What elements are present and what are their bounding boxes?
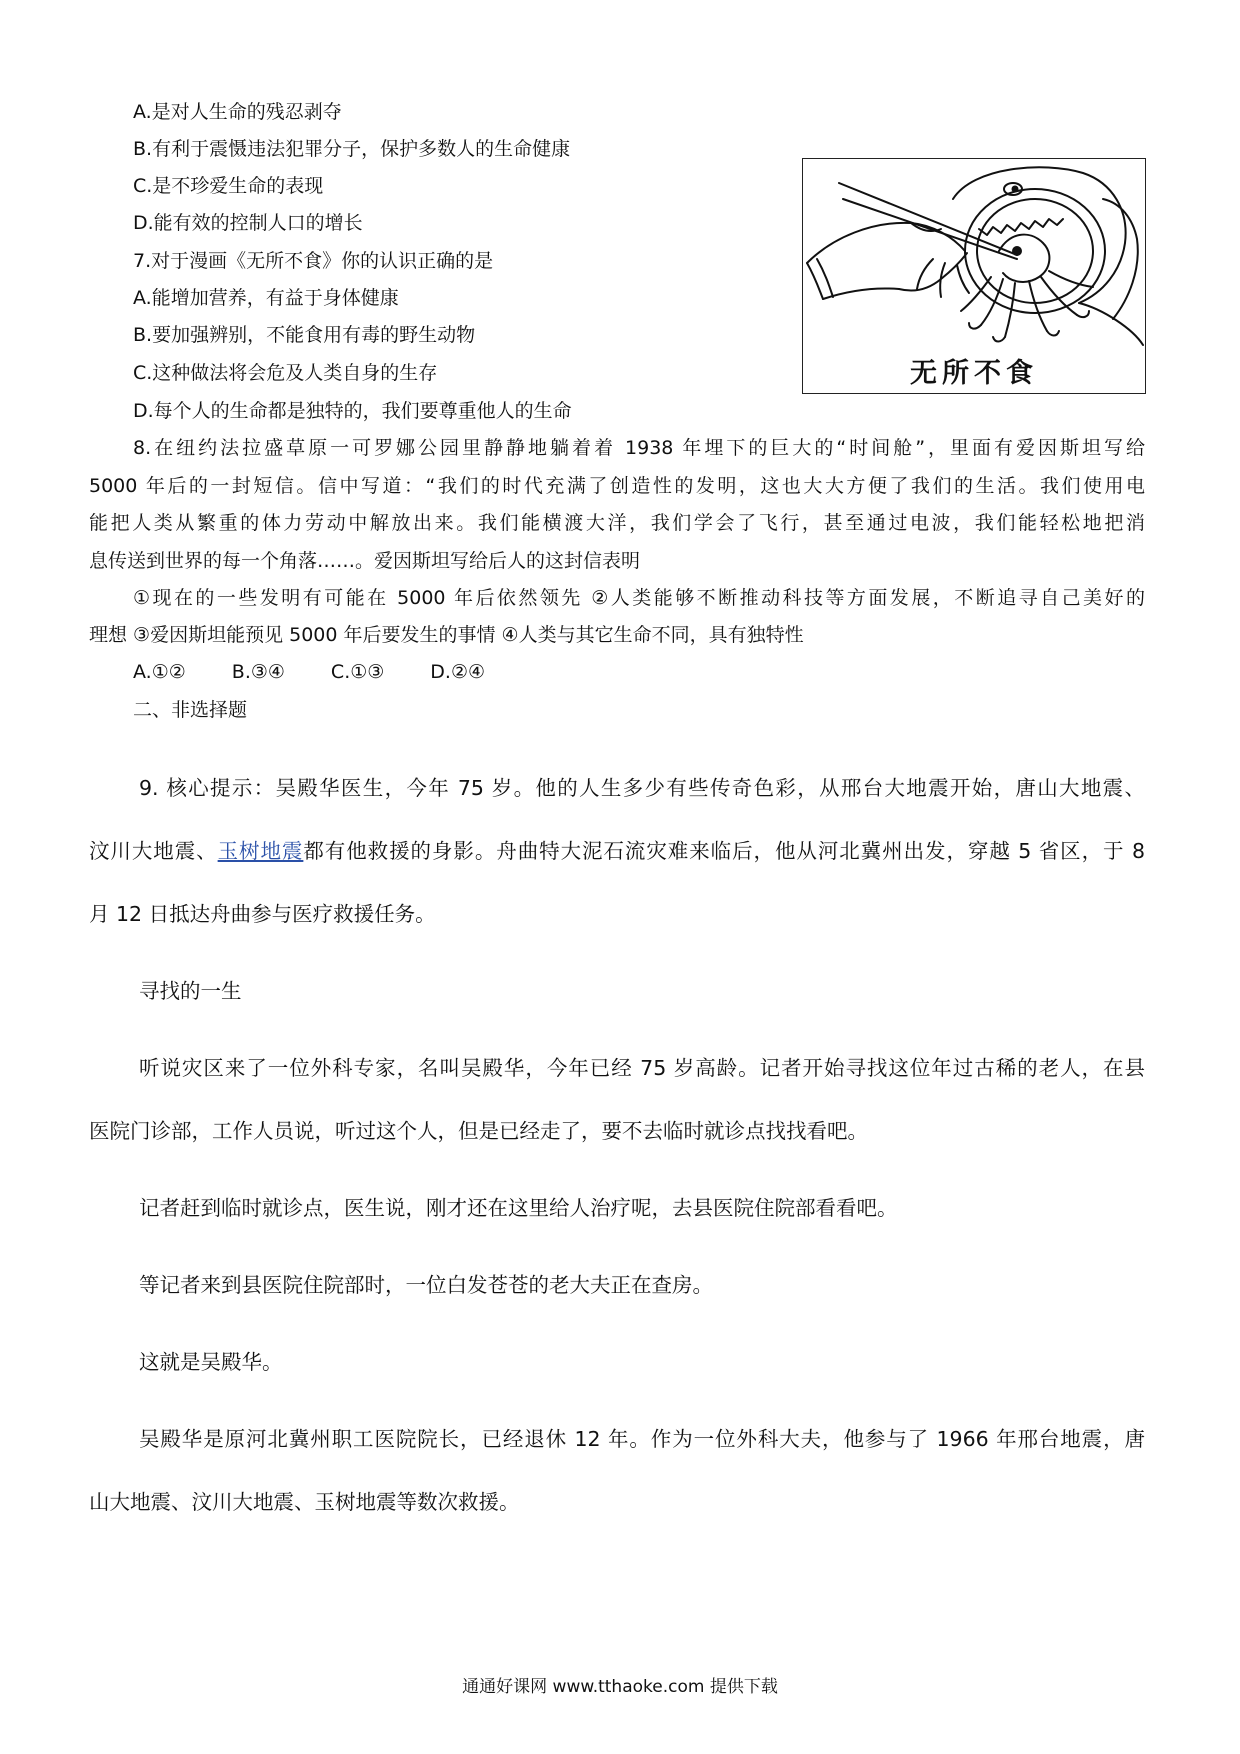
q8-option-a: A.①② bbox=[133, 661, 186, 683]
article-p5-line-1: 吴殿华是原河北冀州职工医院院长，已经退休 12 年。作为一位外科大夫，他参与了 1966 年邢台地震，唐 bbox=[139, 1427, 1145, 1451]
article-p3: 等记者来到县医院住院部时，一位白发苍苍的老大夫正在查房。 bbox=[139, 1273, 713, 1297]
article-p5-line-2: 山大地震、汶川大地震、玉树地震等数次救援。 bbox=[89, 1490, 520, 1514]
q8-option-d: D.②④ bbox=[430, 661, 486, 683]
q7-option-c: C.这种做法将会危及人类自身的生存 bbox=[133, 362, 438, 384]
page-footer: 通通好课网 www.tthaoke.com 提供下载 bbox=[462, 1677, 778, 1697]
q8-line-2: 5000 年后的一封短信。信中写道：“我们的时代充满了创造性的发明，这也大大方便了我们的生活。我们使用电 bbox=[89, 475, 1145, 497]
q7-stem: 7.对于漫画《无所不食》你的认识正确的是 bbox=[133, 250, 494, 272]
q7-option-b: B.要加强辨别，不能食用有毒的野生动物 bbox=[133, 324, 476, 346]
q8-line-1: 8.在纽约法拉盛草原一可罗娜公园里静静地躺着着 1938 年埋下的巨大的“时间舱”，里面有爱因斯坦写给 bbox=[133, 437, 1145, 459]
article-p1-line-1: 听说灾区来了一位外科专家，名叫吴殿华，今年已经 75 岁高龄。记者开始寻找这位年过古稀的老人，在县 bbox=[139, 1056, 1145, 1080]
q8-line-3: 能把人类从繁重的体力劳动中解放出来。我们能横渡大洋，我们学会了飞行，甚至通过电波，我们能轻松地把消 bbox=[89, 512, 1145, 534]
article-p1-line-2: 医院门诊部，工作人员说，听过这个人，但是已经走了，要不去临时就诊点找找看吧。 bbox=[89, 1119, 868, 1143]
q9-line-2-after: 都有他救援的身影。舟曲特大泥石流灾难来临后，他从河北冀州出发，穿越 5 省区，于 8 bbox=[303, 839, 1145, 863]
q9-line-3: 月 12 日抵达舟曲参与医疗救援任务。 bbox=[89, 902, 436, 926]
q6-option-c: C.是不珍爱生命的表现 bbox=[133, 175, 324, 197]
q7-option-d: D.每个人的生命都是独特的，我们要尊重他人的生命 bbox=[133, 400, 572, 422]
q6-option-b: B.有利于震慑违法犯罪分子，保护多数人的生命健康 bbox=[133, 138, 571, 160]
q8-line-4: 息传送到世界的每一个角落……。爱因斯坦写给后人的这封信表明 bbox=[89, 550, 641, 572]
article-p4: 这就是吴殿华。 bbox=[139, 1350, 283, 1374]
article-p2: 记者赶到临时就诊点，医生说，刚才还在这里给人治疗呢，去县医院住院部看看吧。 bbox=[139, 1196, 898, 1220]
q6-option-a: A.是对人生命的残忍剥夺 bbox=[133, 101, 342, 123]
q8-option-b: B.③④ bbox=[231, 661, 285, 683]
q8-line-6: 理想 ③爱因斯坦能预见 5000 年后要发生的事情 ④人类与其它生命不同，具有独特性 bbox=[89, 624, 804, 646]
q8-line-5: ①现在的一些发明有可能在 5000 年后依然领先 ②人类能够不断推动科技等方面发展，不断追寻自己美好的 bbox=[133, 587, 1145, 609]
cartoon-image bbox=[802, 158, 1146, 394]
q7-option-a: A.能增加营养，有益于身体健康 bbox=[133, 287, 399, 309]
q8-options bbox=[133, 660, 531, 684]
q9-line-2 bbox=[89, 838, 1145, 864]
q6-option-d: D.能有效的控制人口的增长 bbox=[133, 212, 363, 234]
article-subheading: 寻找的一生 bbox=[139, 979, 242, 1003]
cartoon-caption: 无所不食 bbox=[910, 358, 1038, 389]
q9-line-2-before: 汶川大地震、 bbox=[89, 839, 218, 863]
section-heading: 二、非选择题 bbox=[133, 699, 248, 721]
yushu-earthquake-link[interactable]: 玉树地震 bbox=[217, 839, 304, 863]
q9-line-1: 9. 核心提示：吴殿华医生，今年 75 岁。他的人生多少有些传奇色彩，从邢台大地震开始，唐山大地震、 bbox=[139, 776, 1145, 800]
q8-option-c: C.①③ bbox=[330, 661, 385, 683]
